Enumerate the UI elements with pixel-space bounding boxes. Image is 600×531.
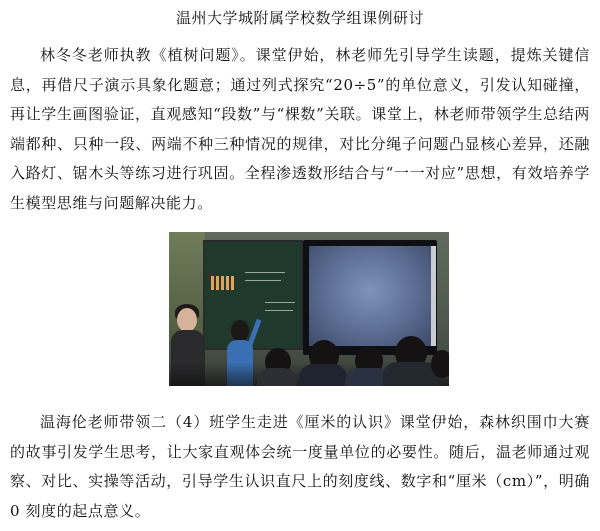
smart-board-screen [309,246,431,346]
student-shoulder [299,364,347,386]
standing-student [231,320,249,342]
document-title: 温州大学城附属学校数学组课例研讨 [175,9,424,27]
student-shoulder [257,368,297,386]
teacher [177,308,197,332]
classroom-photo [169,232,449,386]
counting-sticks [211,276,235,290]
smart-board-edge [431,246,436,346]
paragraph-lin-lesson: 林冬冬老师执教《植树问题》。课堂伊始，林老师先引导学生读题，提炼关键信息，再借尺子演示具象化题意；通过列式探究“20÷5”的单位意义，引发认知碰撞，再让学生画图验证，直观感知“段数”与“棵数”关联。课堂上，林老师带领学生总结两端都种、只种一段、两端不种三种情况的规律，对比分绳子问题凸显核心差异，还融入路灯、锯木头等练习进行巩固。全程渗透数形结合与“一一对应”思想，有效培养学生模型思维与问题解决能力。 [10,46,590,212]
paragraph-wen-lesson: 温海伦老师带领二（4）班学生走进《厘米的认识》课堂伊始，森林织围巾大赛的故事引发学生思考，让大家直观体会统一度量单位的必要性。随后，温老师通过观察、对比、实操等活动，引导学生认识直尺上的刻度线、数字和“厘米（cm）”，明确 0 刻度的起点意义。 [10,413,590,520]
student-head [431,350,449,378]
